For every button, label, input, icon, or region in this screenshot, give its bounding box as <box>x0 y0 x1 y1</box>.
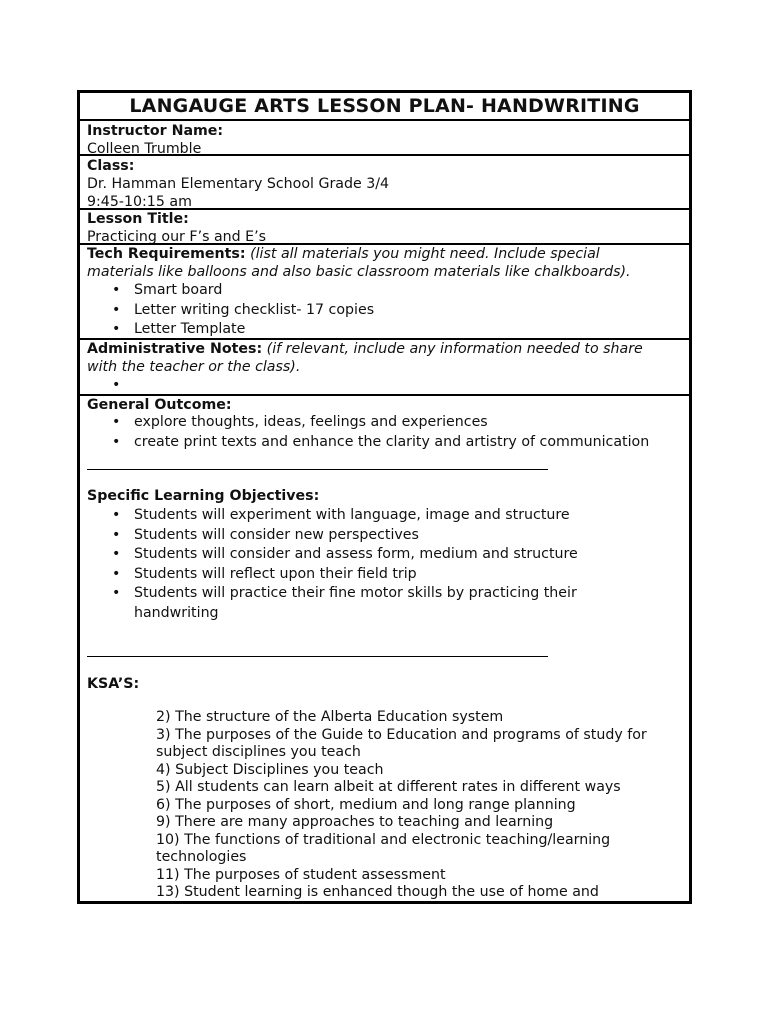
tech-list <box>87 281 374 340</box>
tech-requirements-row <box>80 243 689 337</box>
lesson-plan-document <box>77 90 692 904</box>
objectives-label: Specific Learning Objectives: <box>87 488 320 504</box>
class-school: Dr. Hamman Elementary School Grade 3/4 <box>87 176 390 192</box>
outcome-list <box>87 413 649 452</box>
divider <box>87 656 548 657</box>
list-item-continuation: handwriting <box>134 604 219 621</box>
instructor-row <box>80 119 689 157</box>
ksa-label: KSA’S: <box>87 676 140 692</box>
list-item: • Students will reflect upon their field trip <box>87 565 578 585</box>
lesson-title-value: Practicing our F’s and E’s <box>87 229 267 245</box>
outcome-label: General Outcome: <box>87 397 232 413</box>
ksa-line: 2) The structure of the Alberta Education system <box>156 709 504 725</box>
class-label: Class: <box>87 158 135 174</box>
ksa-line: 4) Subject Disciplines you teach <box>156 761 384 778</box>
tech-note-line1: (list all materials you might need. Include special <box>250 246 600 262</box>
lesson-title-label: Lesson Title: <box>87 211 189 227</box>
ksa-line: subject disciplines you teach <box>156 744 361 760</box>
list-item: • Students will practice their fine motor skills by practicing their handwriting <box>87 584 578 623</box>
ksa-line: 5) All students can learn albeit at different rates in different ways <box>156 779 621 795</box>
document-title: LANGAUGE ARTS LESSON PLAN- HANDWRITING <box>129 95 640 117</box>
ksa-line: 9) There are many approaches to teaching and learning <box>156 814 554 830</box>
class-row <box>80 154 689 210</box>
list-item: • create print texts and enhance the clarity and artistry of communication <box>87 433 649 453</box>
list-item: • Students will consider and assess form, medium and structure <box>87 545 578 565</box>
tech-note-line2: materials like balloons and also basic classroom materials like chalkboards). <box>87 264 631 280</box>
divider <box>87 469 548 470</box>
instructor-label: Instructor Name: <box>87 123 224 139</box>
tech-label: Tech Requirements: <box>87 246 246 262</box>
list-item: • Students will experiment with language, image and structure <box>87 506 578 526</box>
admin-notes-row <box>80 338 689 375</box>
objectives-list <box>87 506 578 623</box>
admin-note-line2: with the teacher or the class). <box>87 359 301 375</box>
ksa-line: 13) Student learning is enhanced though the use of home and <box>156 884 599 900</box>
class-time: 9:45-10:15 am <box>87 194 192 210</box>
ksa-line: technologies <box>156 849 247 865</box>
admin-note-line1: (if relevant, include any information needed to share <box>266 341 643 357</box>
ksa-line: 6) The purposes of short, medium and long range planning <box>156 796 576 813</box>
ksa-line: 3) The purposes of the Guide to Education and programs of study for <box>156 726 647 743</box>
lesson-title-row <box>80 208 689 245</box>
list-item: • Letter writing checklist- 17 copies <box>87 301 374 321</box>
ksa-line: 10) The functions of traditional and electronic teaching/learning <box>156 831 611 848</box>
ksa-list <box>156 709 647 902</box>
list-item: • Smart board <box>87 281 374 301</box>
instructor-name: Colleen Trumble <box>87 141 202 157</box>
ksa-line: 11) The purposes of student assessment <box>156 866 446 883</box>
list-item: • explore thoughts, ideas, feelings and experiences <box>87 413 649 433</box>
list-item: • Students will consider new perspectives <box>87 526 578 546</box>
list-item: • Letter Template <box>87 320 374 340</box>
content-row <box>80 394 689 901</box>
admin-label: Administrative Notes: <box>87 341 263 357</box>
